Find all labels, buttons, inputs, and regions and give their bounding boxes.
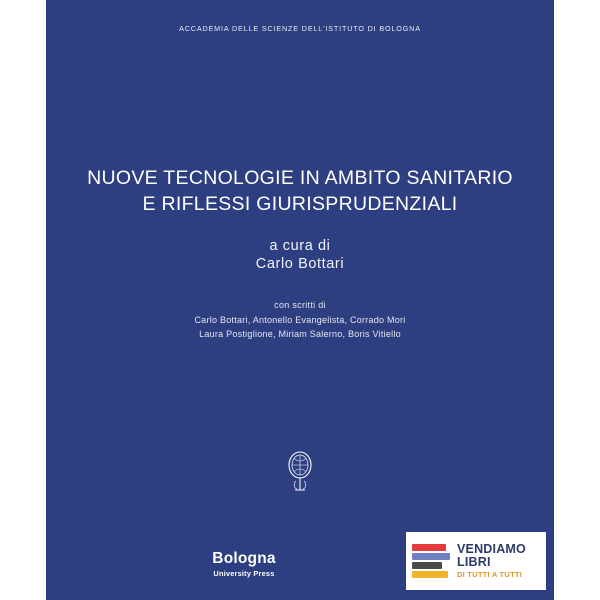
contributors-line-2: Laura Postiglione, Miriam Salerno, Boris Vitiello: [199, 328, 401, 339]
publisher-subtitle: University Press: [213, 569, 275, 578]
editor-label: a cura di: [269, 238, 331, 254]
watermark-text: [457, 543, 526, 580]
title-line-1: NUOVE TECNOLOGIE IN AMBITO SANITARIO: [87, 167, 513, 189]
title-line-2: E RIFLESSI GIURISPRUDENZIALI: [142, 192, 458, 215]
academy-crest-icon: [283, 446, 317, 492]
editor-name: Carlo Bottari: [255, 256, 345, 272]
watermark-line-2: LIBRI: [457, 554, 491, 569]
watermark-badge: [406, 532, 546, 590]
contributors-list: [46, 314, 554, 342]
watermark-line-1: VENDIAMO: [457, 541, 526, 556]
watermark-line-3: DI TUTTI A TUTTI: [457, 570, 523, 580]
publisher-name: Bologna: [212, 549, 276, 567]
contributors-line-1: Carlo Bottari, Antonello Evangelista, Corrado Mori: [194, 315, 406, 325]
stacked-books-icon: [412, 539, 452, 583]
academy-imprint-line: ACCADEMIA DELLE SCIENZE DELL'ISTITUTO DI BOLOGNA: [179, 24, 421, 33]
book-cover: [46, 0, 554, 600]
contributors-label: con scritti di: [274, 300, 326, 310]
publisher-logo: [184, 551, 304, 578]
page-title: [46, 166, 554, 217]
